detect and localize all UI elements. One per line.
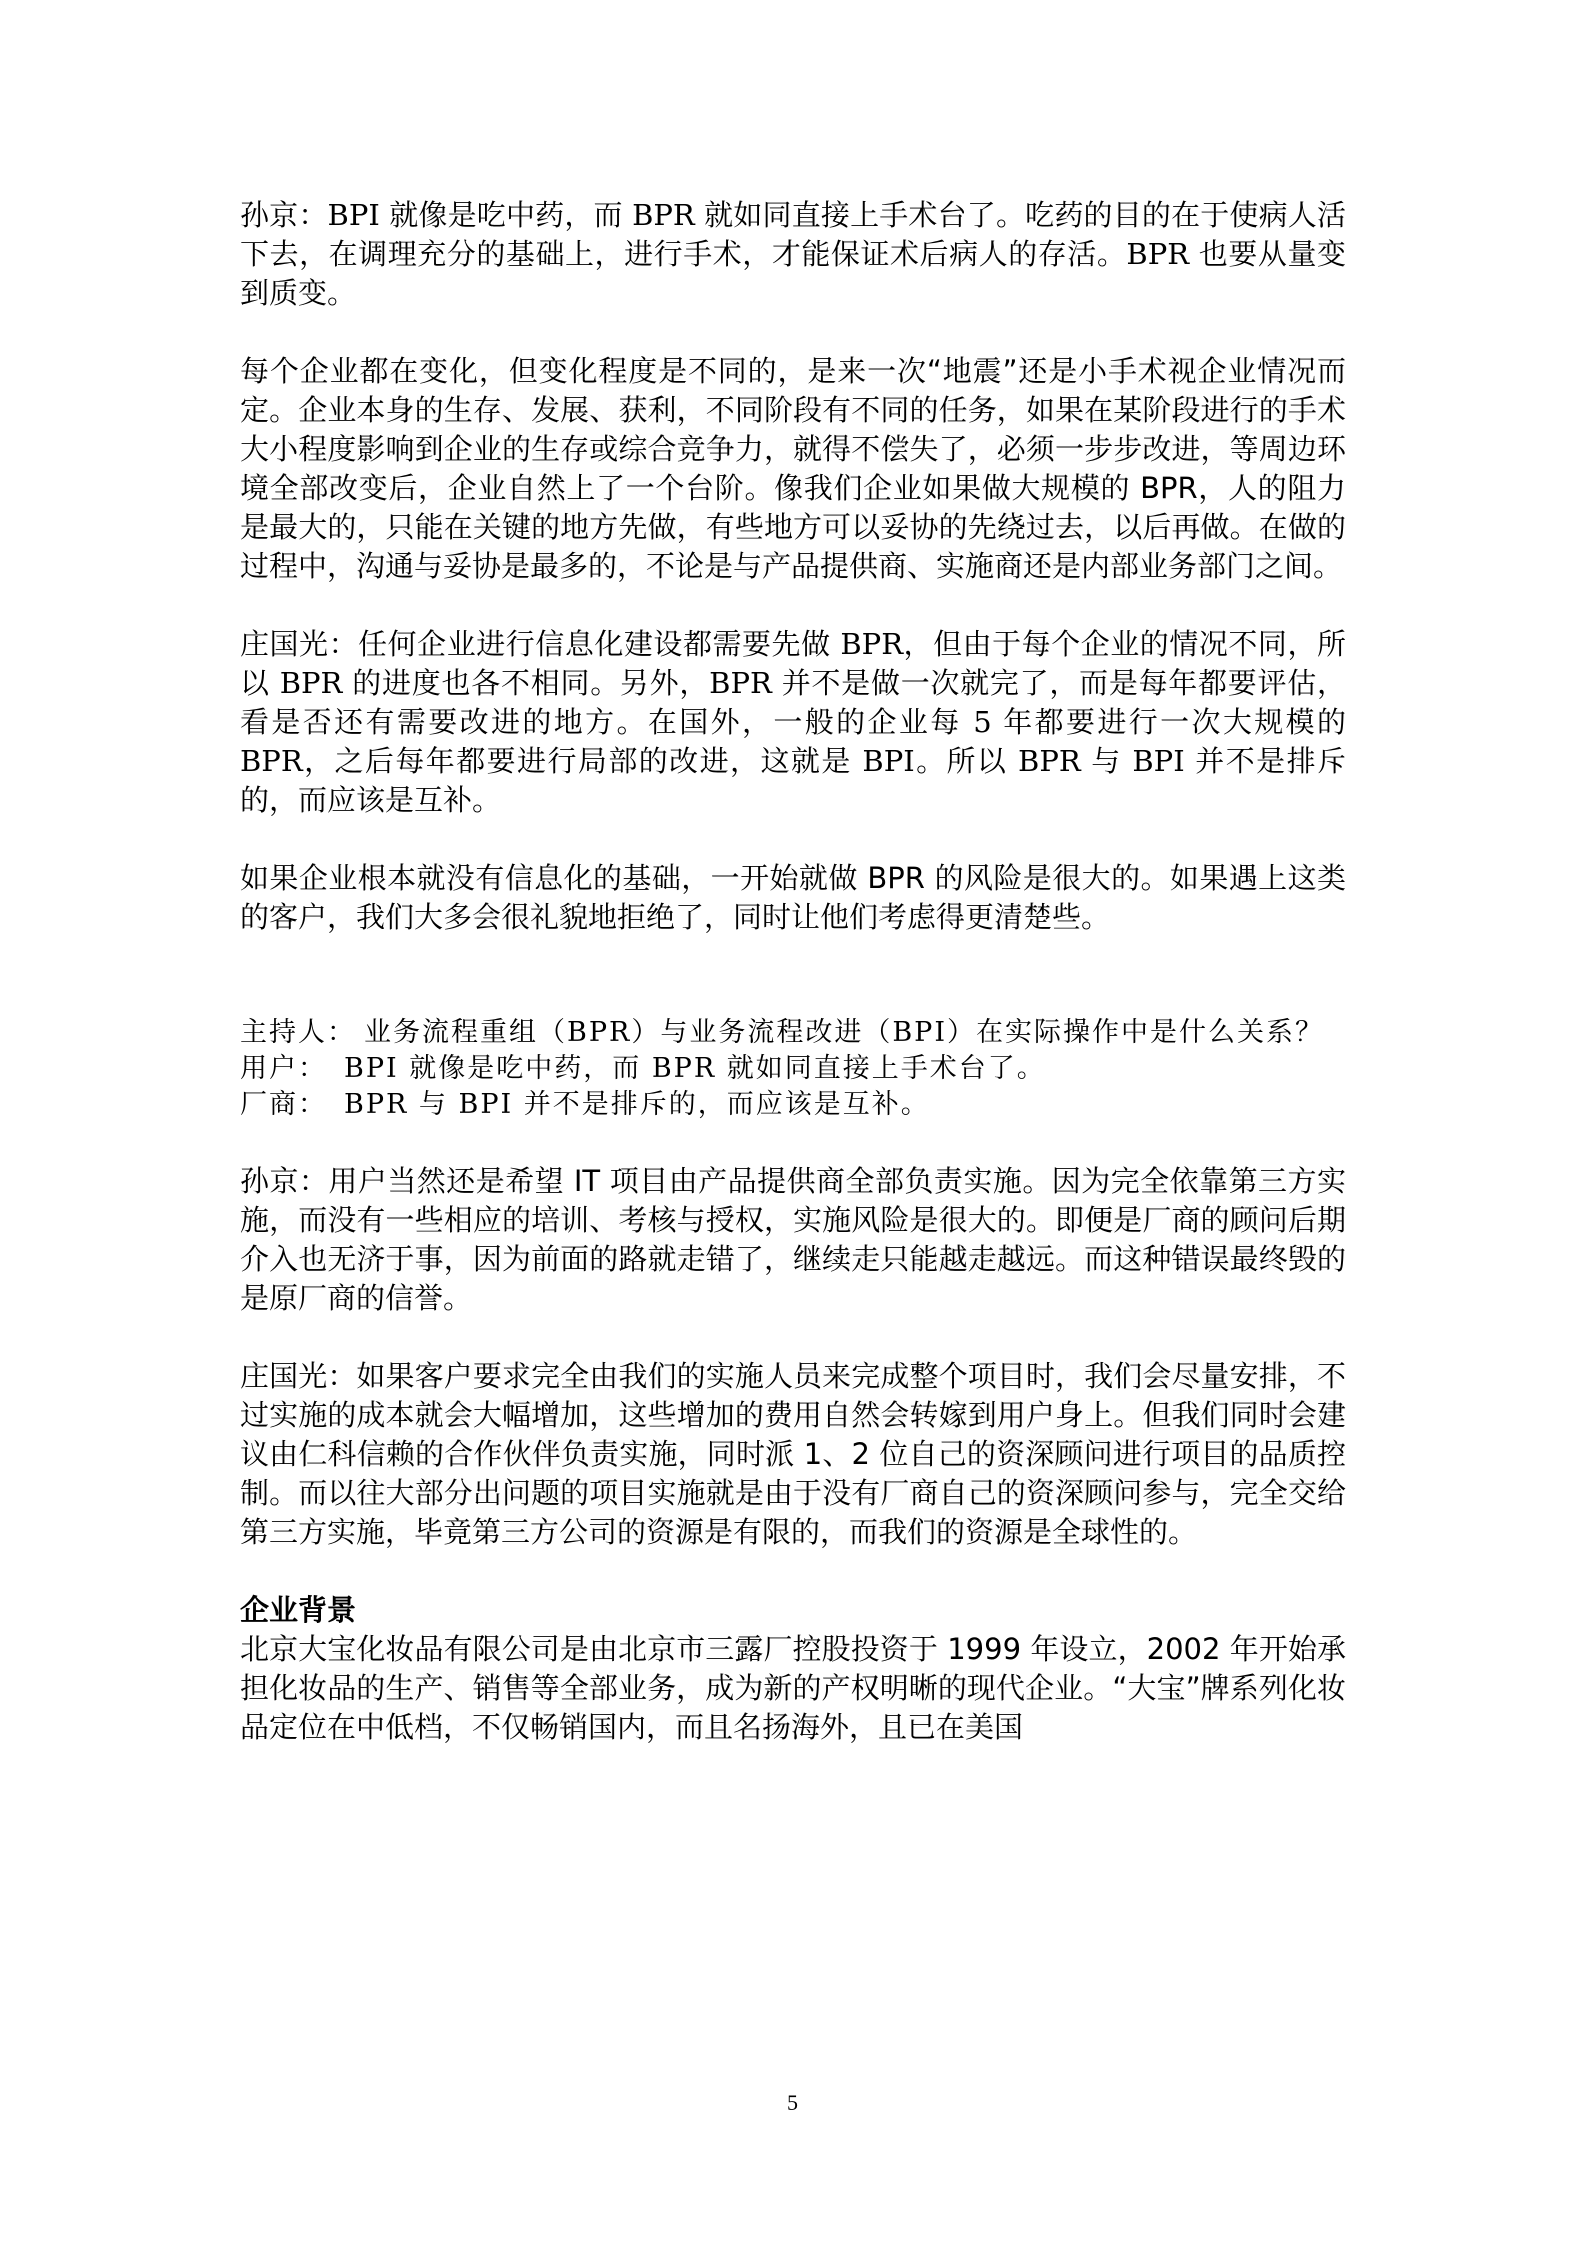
paragraph-spacer	[240, 937, 1346, 1015]
paragraph-enterprise-change: 每个企业都在变化，但变化程度是不同的，是来一次“地震”还是小手术视企业情况而定。企业本身的生存、发展、获利，不同阶段有不同的任务，如果在某阶段进行的手术大小程度影响到企业的生存或综合竞争力，就得不偿失了，必须一步步改进，等周边环境全部改变后，企业自然上了一个台阶。像我们企业如果做大规模的 BPR，人的阻力是最大的，只能在关键的地方先做，有些地方可以妥协的先绕过去，以后再做。在做的过程中，沟通与妥协是最多的，不论是与产品提供商、实施商还是内部业务部门之间。	[240, 354, 1346, 583]
paragraph-company-background: 北京大宝化妆品有限公司是由北京市三露厂控股投资于 1999 年设立，2002 年开始承担化妆品的生产、销售等全部业务，成为新的产权明晰的现代企业。“大宝”牌系列化妆品定位在中低档，不仅畅销国内，而且名扬海外，且已在美国	[240, 1632, 1346, 1744]
qa-summary	[240, 1015, 1346, 1123]
paragraph-zhuangguoguang-bpr: 庄国光：任何企业进行信息化建设都需要先做 BPR，但由于每个企业的情况不同，所以 BPR 的进度也各不相同。另外，BPR 并不是做一次就完了，而是每年都要评估，看是否还有需要改进的地方。在国外，一般的企业每 5 年都要进行一次大规模的 BPR，之后每年都要进行局部的改进，这就是 BPI。所以 BPR 与 BPI 并不是排斥的，而应该是互补。	[240, 627, 1346, 817]
paragraph-spacer	[240, 586, 1346, 625]
paragraph-sunjing-implementation: 孙京：用户当然还是希望 IT 项目由产品提供商全部负责实施。因为完全依靠第三方实施，而没有一些相应的培训、考核与授权，实施风险是很大的。即便是厂商的顾问后期介入也无济于事，因为前面的路就走错了，继续走只能越走越远。而这种错误最终毁的是原厂商的信誉。	[240, 1164, 1346, 1315]
user-answer: BPI 就像是吃中药，而 BPR 就如同直接上手术台了。	[344, 1053, 1046, 1084]
paragraph-zhuangguoguang-implementation: 庄国光：如果客户要求完全由我们的实施人员来完成整个项目时，我们会尽量安排，不过实施的成本就会大幅增加，这些增加的费用自然会转嫁到用户身上。但我们同时会建议由仁科信赖的合作伙伴负责实施，同时派 1、2 位自己的资深顾问进行项目的品质控制。而以往大部分出问题的项目实施就是由于没有厂商自己的资深顾问参与，完全交给第三方实施，毕竟第三方公司的资源是有限的，而我们的资源是全球性的。	[240, 1359, 1346, 1549]
vendor-label: 厂商：	[240, 1089, 327, 1120]
paragraph-spacer	[240, 820, 1346, 859]
summary-row-vendor	[240, 1087, 1346, 1123]
paragraph-spacer	[240, 1123, 1346, 1162]
section-heading: 企业背景	[240, 1593, 357, 1627]
vendor-answer: BPR 与 BPI 并不是排斥的，而应该是互补。	[344, 1089, 930, 1120]
summary-row-host	[240, 1015, 1346, 1051]
summary-row-user	[240, 1051, 1346, 1087]
paragraph-spacer	[240, 313, 1346, 352]
page-number: 5	[787, 2090, 798, 2115]
user-label: 用户：	[240, 1053, 327, 1084]
paragraph-no-foundation: 如果企业根本就没有信息化的基础，一开始就做 BPR 的风险是很大的。如果遇上这类的客户，我们大多会很礼貌地拒绝了，同时让他们考虑得更清楚些。	[240, 861, 1346, 934]
paragraph-sunjing-bpi: 孙京：BPI 就像是吃中药，而 BPR 就如同直接上手术台了。吃药的目的在于使病人活下去，在调理充分的基础上，进行手术，才能保证术后病人的存活。BPR 也要从量变到质变。	[240, 198, 1346, 310]
paragraph-spacer	[240, 1318, 1346, 1357]
paragraph-spacer	[240, 1552, 1346, 1591]
host-question: 业务流程重组（BPR）与业务流程改进（BPI）在实际操作中是什么关系？	[364, 1017, 1325, 1048]
host-label: 主持人：	[240, 1017, 356, 1048]
document-page	[240, 196, 1346, 1747]
